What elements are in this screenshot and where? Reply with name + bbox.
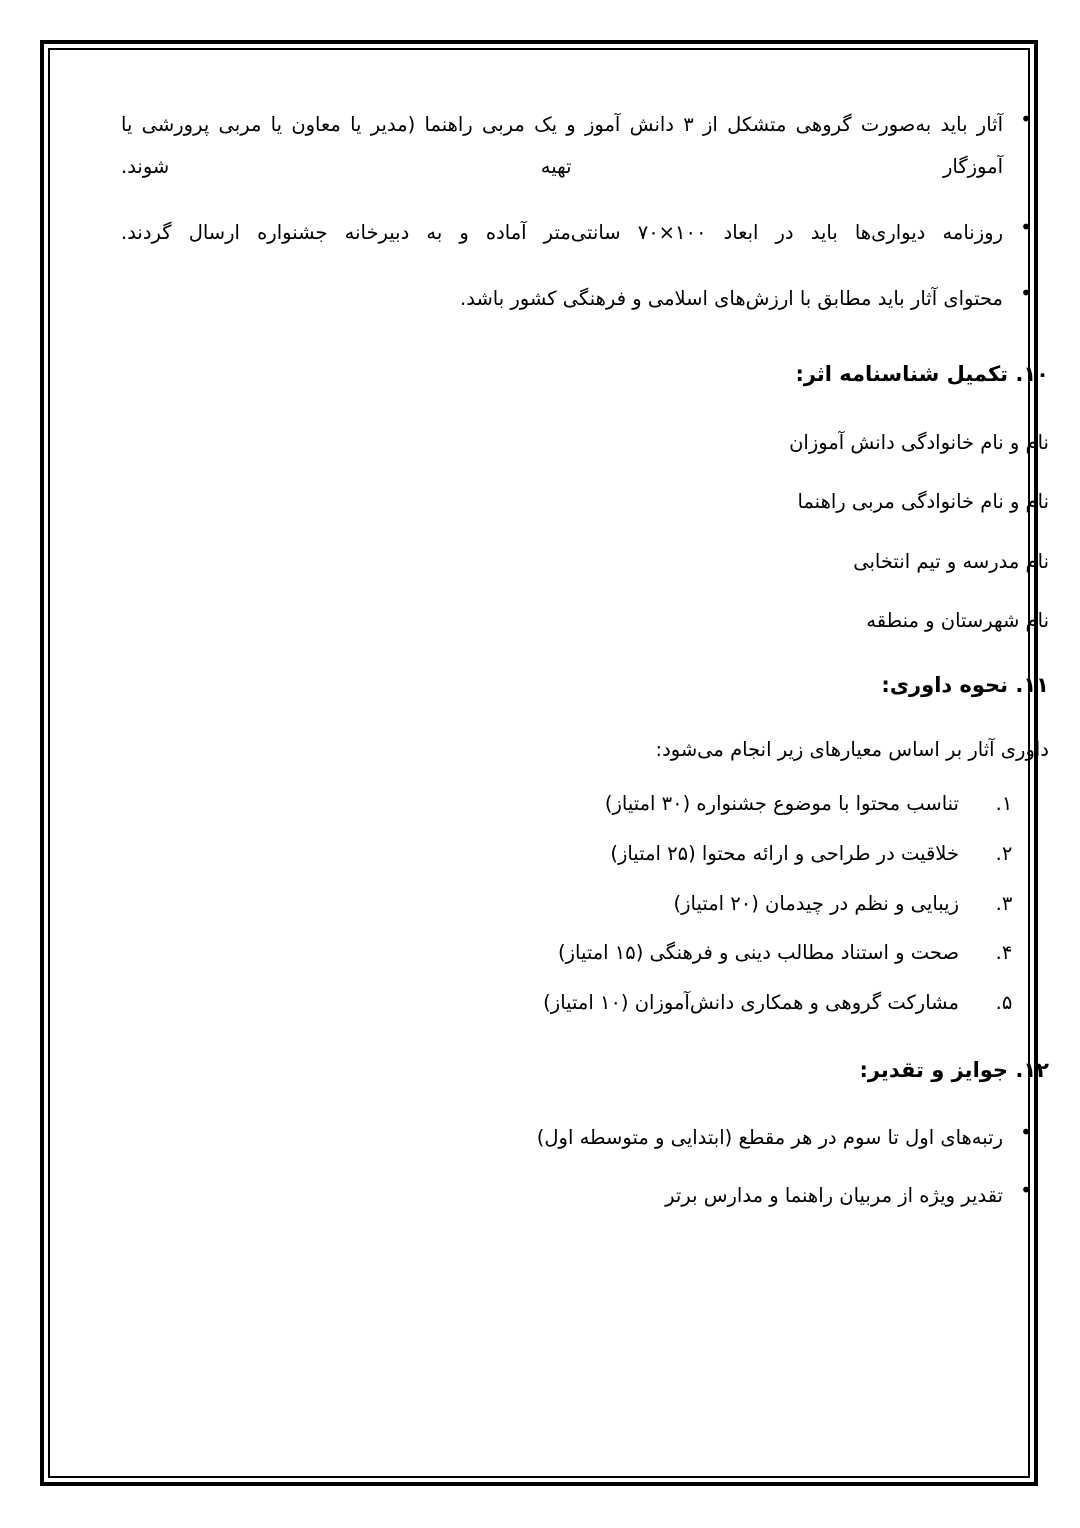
section-heading-12: ۱۲. جوایز و تقدیر:	[859, 1057, 1049, 1082]
section-heading-10: ۱۰. تکمیل شناسنامه اثر:	[795, 361, 1049, 386]
document-content	[119, 104, 1049, 1434]
bullet-icon: •	[1020, 1177, 1032, 1202]
spacer	[119, 254, 1049, 278]
spacer	[119, 320, 1049, 364]
spacer	[119, 759, 1049, 779]
bullet-icon: •	[1020, 1119, 1032, 1144]
list-item	[119, 278, 1049, 320]
list-item	[119, 1117, 1049, 1159]
bullet-text: آثار باید به‌صورت گروهی متشکل از ۳ دانش آموز و یک مربی راهنما (مدیر یا معاون یا مربی پرورشی یا آموزگار تهیه شوند.	[121, 113, 1003, 178]
list-number: ۵.	[995, 991, 1013, 1015]
bullet-text: روزنامه دیواری‌ها باید در ابعاد ۱۰۰×۷۰ سانتی‌متر آماده و به دبیرخانه جشنواره ارسال گردند.	[121, 220, 1003, 244]
list-item	[119, 779, 1049, 829]
criterion-text: زیبایی و نظم در چیدمان (۲۰ امتیاز)	[673, 891, 959, 915]
spacer	[119, 1159, 1049, 1175]
spacer	[119, 385, 1049, 433]
list-number: ۲.	[995, 841, 1013, 865]
form-field-label: نام و نام خانوادگی دانش آموزان	[789, 430, 1049, 454]
criterion-text: خلاقیت در طراحی و ارائه محتوا (۲۵ امتیاز)	[610, 841, 959, 865]
criterion-text: صحت و استناد مطالب دینی و فرهنگی (۱۵ امتیاز)	[557, 941, 959, 965]
list-item	[119, 928, 1049, 978]
list-item	[119, 1175, 1049, 1217]
list-number: ۳.	[995, 891, 1013, 915]
bullet-text: رتبه‌های اول تا سوم در هر مقطع (ابتدایی و متوسطه اول)	[536, 1125, 1003, 1149]
criterion-text: مشارکت گروهی و همکاری دانش‌آموزان (۱۰ امتیاز)	[543, 991, 959, 1015]
list-item	[119, 104, 1049, 188]
section-heading-11: ۱۱. نحوه داوری:	[881, 672, 1049, 697]
spacer	[119, 1081, 1049, 1117]
spacer	[119, 631, 1049, 675]
page-border-frame	[40, 40, 1049, 1486]
spacer	[119, 696, 1049, 740]
form-field-label: نام مدرسه و تیم انتخابی	[853, 549, 1049, 573]
spacer	[119, 512, 1049, 552]
list-number: ۱.	[995, 792, 1013, 816]
spacer	[119, 571, 1049, 611]
bullet-text: محتوای آثار باید مطابق با ارزش‌های اسلامی و فرهنگی کشور باشد.	[460, 286, 1003, 310]
list-item	[119, 879, 1049, 929]
form-field-label: نام و نام خانوادگی مربی راهنما	[797, 490, 1049, 514]
form-field-label: نام شهرستان و منطقه	[866, 609, 1049, 633]
bullet-icon: •	[1020, 214, 1032, 239]
criterion-text: تناسب محتوا با موضوع جشنواره (۳۰ امتیاز)	[604, 792, 959, 816]
spacer	[119, 452, 1049, 492]
list-number: ۴.	[995, 941, 1013, 965]
bullet-icon: •	[1020, 107, 1032, 131]
bullet-text: تقدیر ویژه از مربیان راهنما و مدارس برتر	[665, 1183, 1003, 1207]
spacer	[119, 1028, 1049, 1060]
list-item	[119, 212, 1049, 254]
judging-intro-text: داوری آثار بر اساس معیارهای زیر انجام می‌شود:	[655, 737, 1049, 761]
list-item	[119, 829, 1049, 879]
list-item	[119, 978, 1049, 1028]
spacer	[119, 188, 1049, 212]
bullet-icon: •	[1020, 280, 1032, 305]
